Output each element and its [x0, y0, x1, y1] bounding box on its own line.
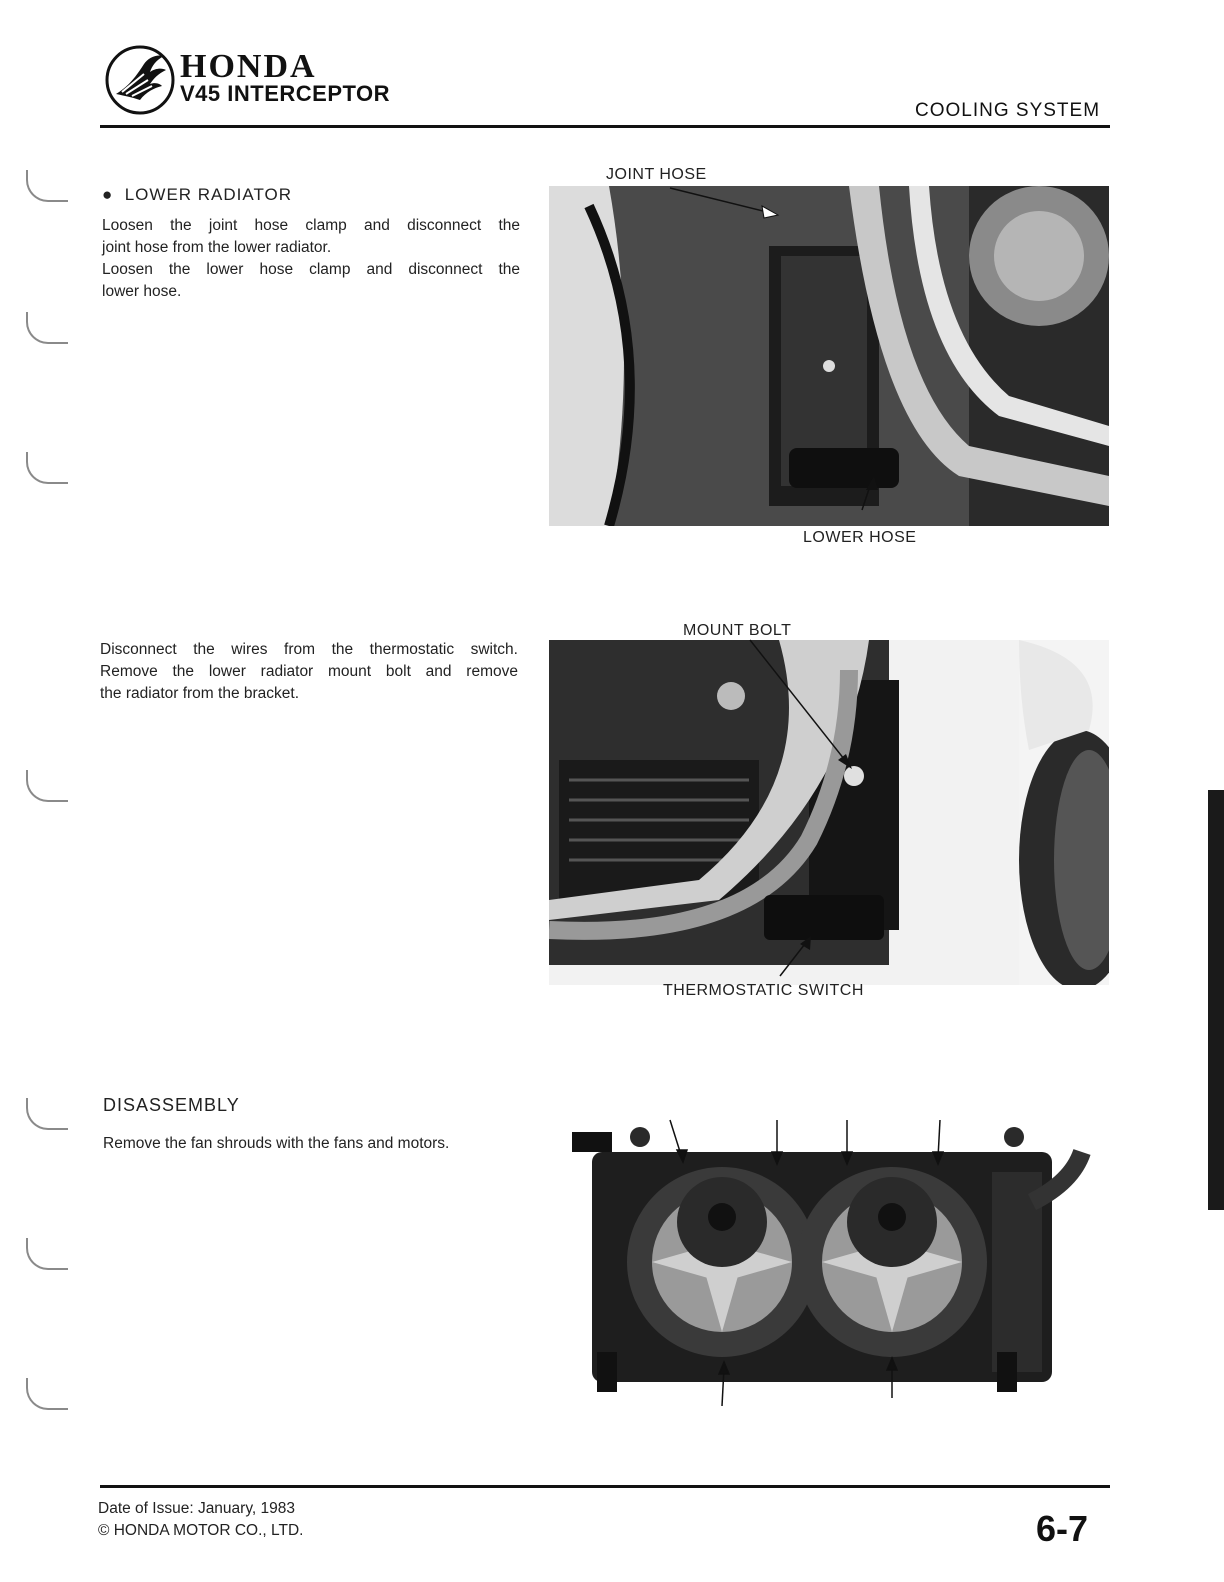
leader-lines-1: [640, 180, 880, 520]
callout-lower-hose: LOWER HOSE: [803, 529, 917, 546]
text-line: Remove the fan shrouds with the fans and motors.: [103, 1135, 450, 1152]
binder-hole: [26, 312, 68, 344]
binder-hole: [26, 770, 68, 802]
lower-radiator-instructions: [102, 215, 520, 303]
callout-joint-hose: JOINT HOSE: [606, 166, 707, 183]
disassembly-instructions: [103, 1133, 523, 1155]
brand-title: HONDA: [180, 48, 317, 85]
leader-arrows-3: [552, 1092, 1108, 1412]
callout-thermostatic-switch: THERMOSTATIC SWITCH: [663, 982, 864, 999]
text-line: joint hose from the lower radiator.: [102, 239, 332, 256]
callout-mount-bolt: MOUNT BOLT: [683, 622, 792, 639]
section-title: COOLING SYSTEM: [915, 100, 1101, 121]
text-line: lower hose.: [102, 283, 182, 300]
text-line: Loosen the lower hose clamp and disconnect the: [102, 261, 520, 278]
binder-hole: [26, 1098, 68, 1130]
text-line: Remove the lower radiator mount bolt and remove: [100, 663, 518, 680]
binder-hole: [26, 170, 68, 202]
page-number: 6-7: [1036, 1508, 1089, 1549]
header-rule: [100, 125, 1110, 128]
copyright: © HONDA MOTOR CO., LTD.: [98, 1522, 304, 1539]
lower-radiator-heading: ● LOWER RADIATOR: [102, 185, 293, 204]
thermostatic-instructions: [100, 639, 518, 705]
disassembly-heading: DISASSEMBLY: [103, 1095, 240, 1115]
footer-rule: [100, 1485, 1110, 1488]
binder-hole: [26, 452, 68, 484]
bullet-icon: ●: [102, 185, 125, 204]
model-title: V45 INTERCEPTOR: [180, 81, 391, 106]
page-edge-mark: [1208, 790, 1224, 1210]
issue-date: Date of Issue: January, 1983: [98, 1500, 296, 1517]
text-line: the radiator from the bracket.: [100, 685, 300, 702]
binder-hole: [26, 1378, 68, 1410]
text-line: Loosen the joint hose clamp and disconnect the: [102, 217, 520, 234]
text-line: Disconnect the wires from the thermostatic switch.: [100, 641, 518, 658]
binder-hole: [26, 1238, 68, 1270]
leader-lines-2: [740, 636, 900, 986]
honda-wing-logo: [104, 44, 176, 116]
